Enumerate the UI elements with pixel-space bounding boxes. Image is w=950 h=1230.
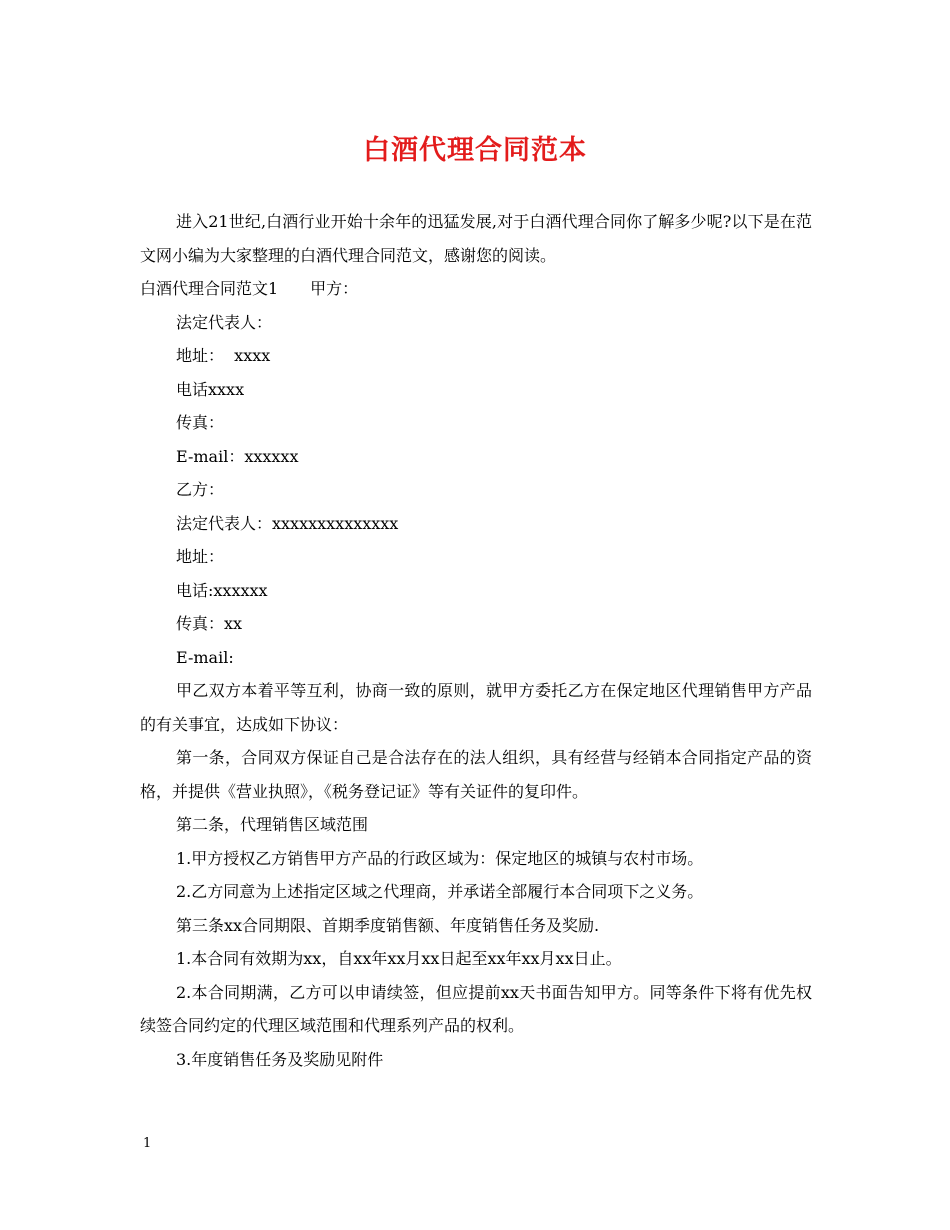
paragraph: 白酒代理合同范文1 甲方： (140, 279, 359, 298)
paragraph: 第二条，代理销售区域范围 (176, 815, 369, 834)
paragraph: 传真： (176, 413, 225, 432)
paragraph: E-mail: (176, 647, 234, 667)
paragraph: E-mail：xxxxxx (176, 446, 299, 466)
page-number: 1 (143, 1136, 152, 1151)
paragraph: 电话:xxxxxx (176, 580, 268, 600)
paragraph: 1.本合同有效期为xx，自xx年xx月xx日起至xx年xx月xx日止。 (176, 949, 622, 968)
paragraph: 法定代表人： (176, 312, 273, 332)
paragraph: 第三条xx合同期限、首期季度销售额、年度销售任务及奖励. (176, 915, 600, 935)
paragraph: 乙方： (176, 480, 225, 499)
paragraph: 甲乙双方本着平等互利，协商一致的原则，就甲方委托乙方在保定地区代理销售甲方产品的有关事宜，达成如下协议： (140, 681, 812, 734)
document-title: 白酒代理合同范本 (363, 135, 587, 166)
paragraph: 2.本合同期满，乙方可以申请续签，但应提前xx天书面告知甲方。同等条件下将有优先权续签合同约定的代理区域范围和代理系列产品的权利。 (140, 982, 812, 1035)
paragraph: 法定代表人：xxxxxxxxxxxxxx (176, 513, 399, 533)
paragraph: 第一条，合同双方保证自己是合法存在的法人组织，具有经营与经销本合同指定产品的资格，并提供《营业执照》，《税务登记证》等有关证件的复印件。 (140, 748, 812, 801)
paragraph: 2.乙方同意为上述指定区域之代理商，并承诺全部履行本合同项下之义务。 (176, 882, 704, 901)
paragraph: 传真：xx (176, 614, 243, 633)
paragraph: 地址： xxxx (176, 346, 271, 365)
paragraph: 进入21世纪,白酒行业开始十余年的迅猛发展,对于白酒代理合同你了解多少呢?以下是在范文网小编为大家整理的白酒代理合同范文，感谢您的阅读。 (140, 212, 812, 265)
paragraph: 3.年度销售任务及奖励见附件 (176, 1049, 384, 1069)
paragraph: 地址： (176, 547, 225, 566)
paragraph: 电话xxxx (176, 379, 245, 399)
document-body (140, 205, 812, 1076)
paragraph: 1.甲方授权乙方销售甲方产品的行政区域为：保定地区的城镇与农村市场。 (176, 848, 704, 868)
